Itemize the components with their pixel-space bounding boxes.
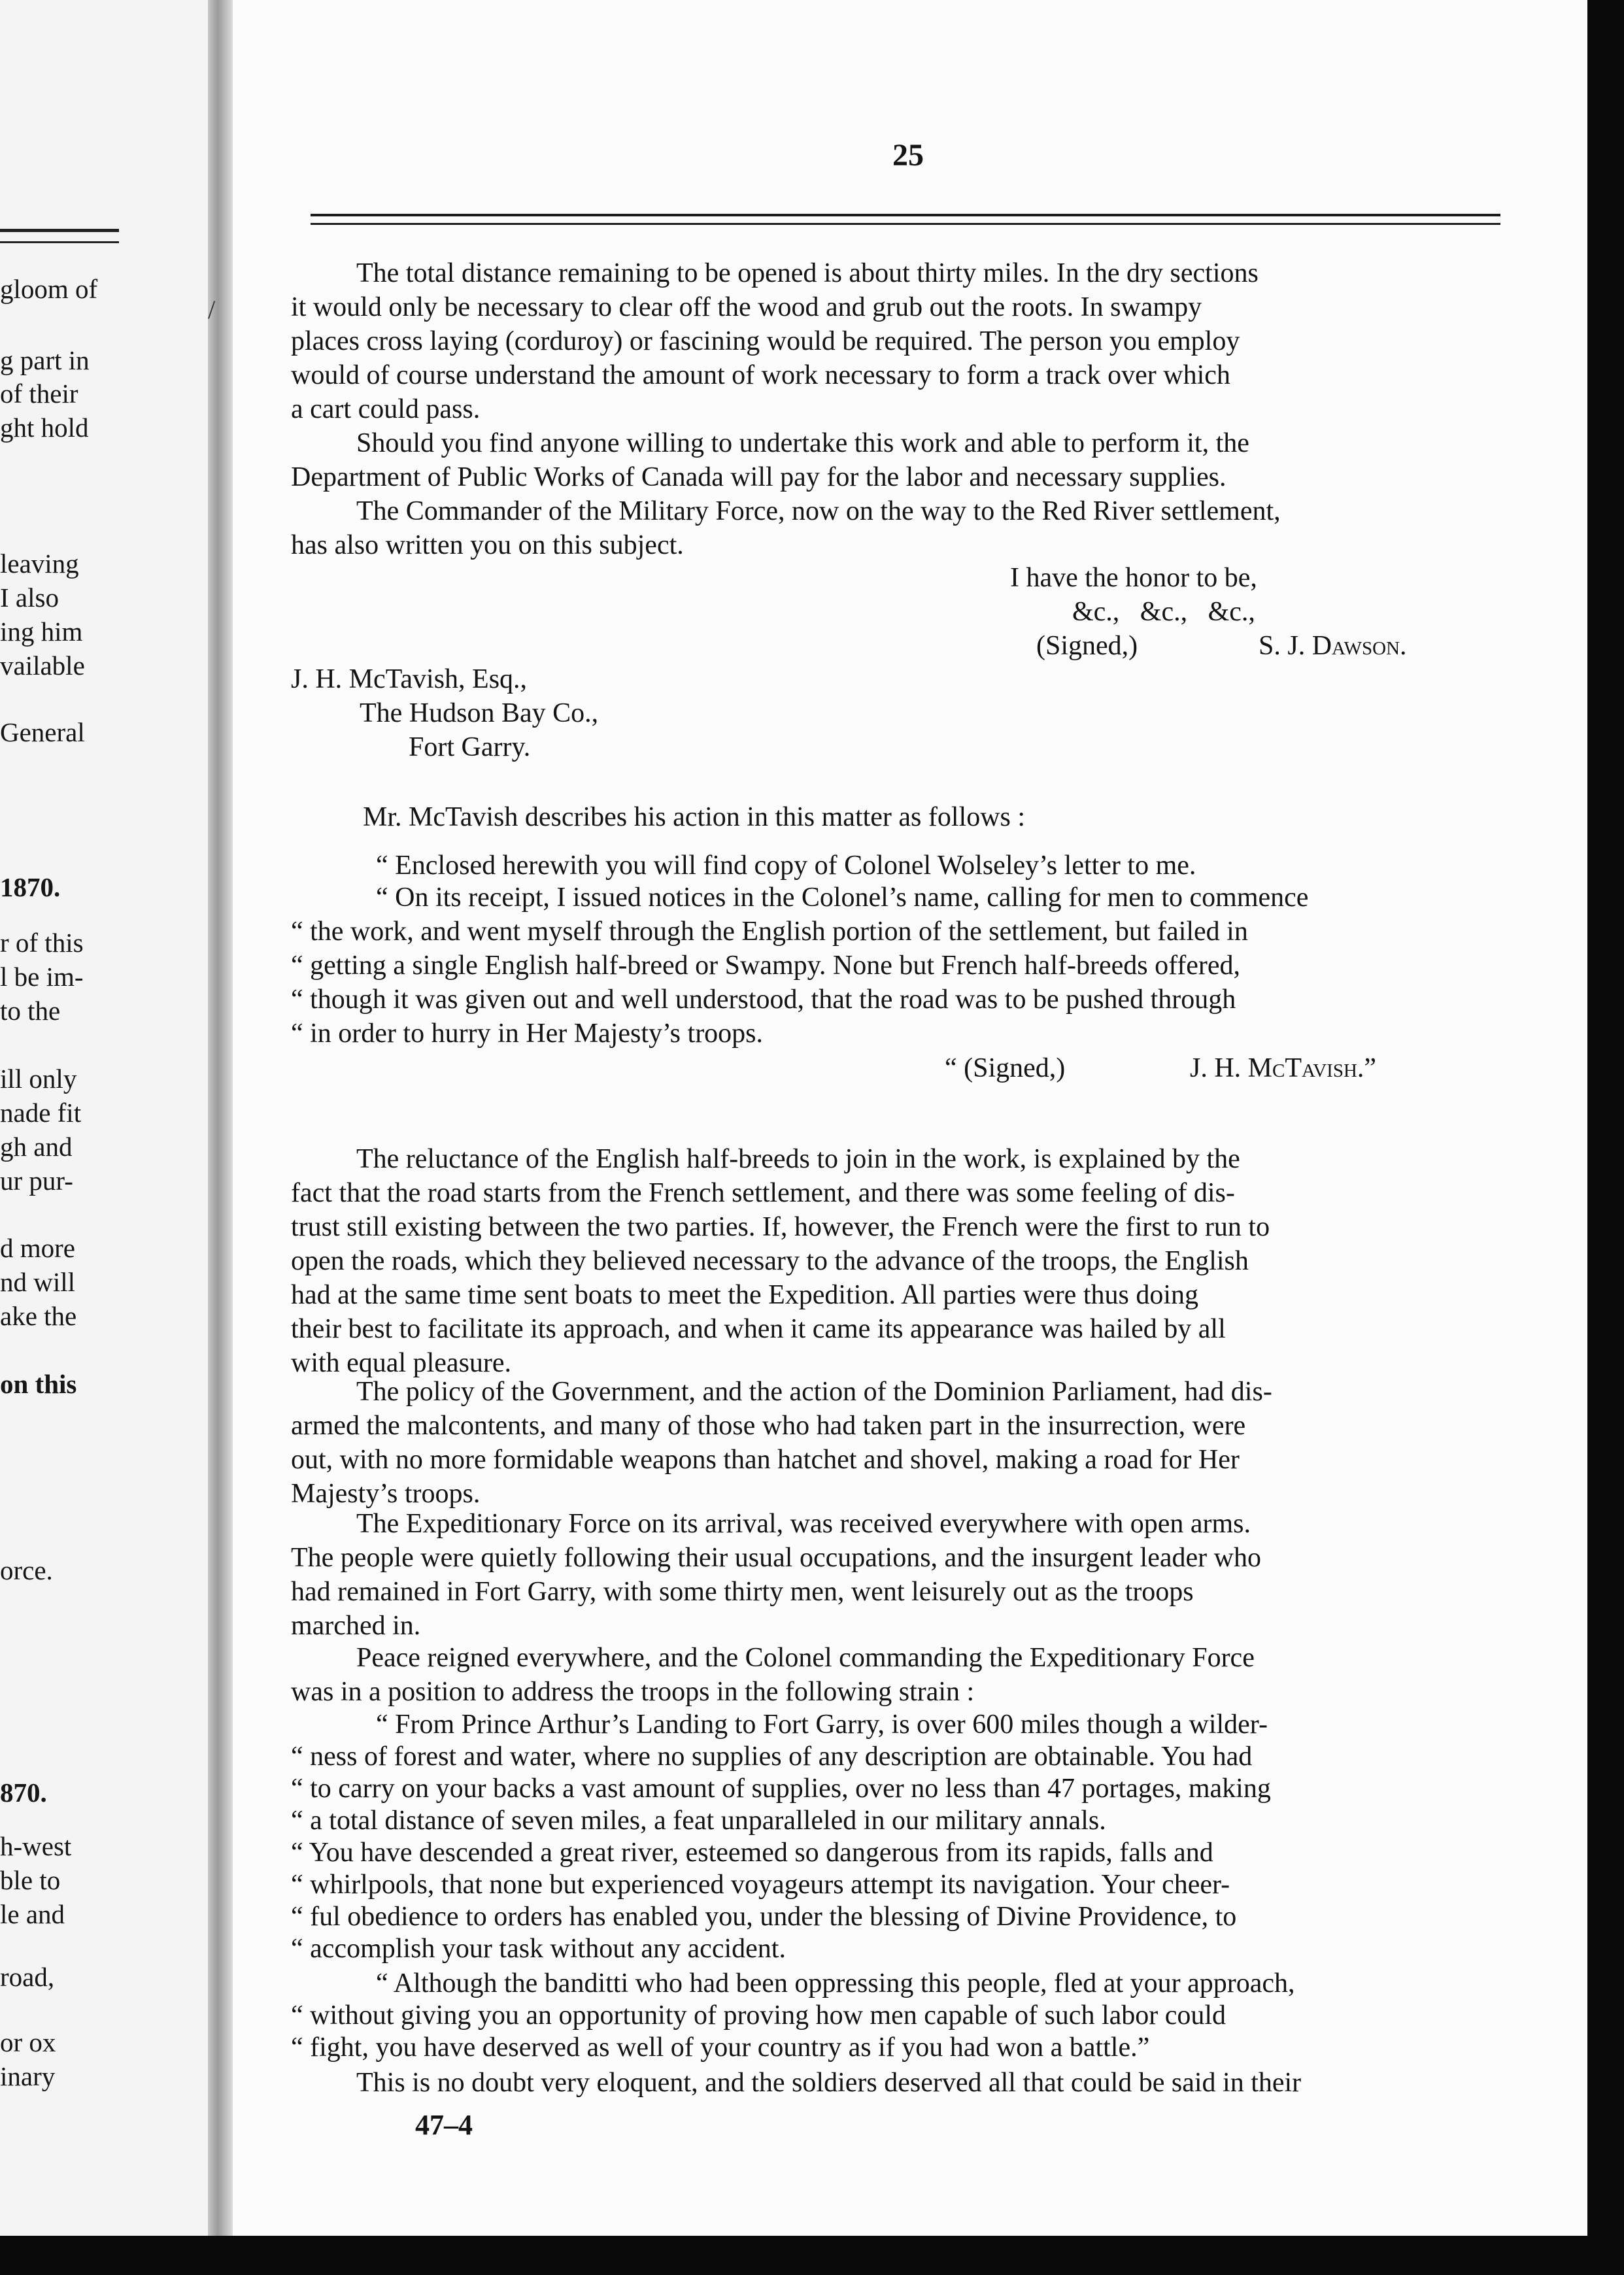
facing-page-rule xyxy=(0,229,119,243)
text-line: “ ful obedience to orders has enabled you, under the blessing of Divine Providence, to xyxy=(291,1902,1237,1932)
mctavish-signed-label: “ (Signed,) xyxy=(945,1053,1066,1083)
facing-page-line: ing him xyxy=(0,616,83,647)
facing-page-fragment xyxy=(0,0,208,2236)
text-line: open the roads, which they believed necessary to the advance of the troops, the English xyxy=(291,1246,1249,1276)
text-line: Department of Public Works of Canada will pay for the labor and necessary supplies. xyxy=(291,462,1226,492)
facing-page-line: 1870. xyxy=(0,872,61,902)
text-line: “ On its receipt, I issued notices in the Colonel’s name, calling for men to commence xyxy=(376,883,1309,913)
mctavish-intro: Mr. McTavish describes his action in this matter as follows : xyxy=(363,802,1026,832)
text-line: would of course understand the amount of work necessary to form a track over which xyxy=(291,360,1230,390)
text-line: “ though it was given out and well understood, that the road was to be pushed through xyxy=(291,985,1236,1015)
paragraph-expedition xyxy=(291,1507,1523,1643)
facing-page-line: le and xyxy=(0,1899,65,1929)
letter-signed-label: (Signed,) xyxy=(1036,631,1138,661)
text-line: places cross laying (corduroy) or fascining would be required. The person you employ xyxy=(291,326,1240,356)
scan-border-bottom xyxy=(0,2236,1624,2275)
text-line: a cart could pass. xyxy=(291,394,481,424)
letter-signer: S. J. Dawson. xyxy=(1259,631,1407,661)
paragraph-peace xyxy=(291,1641,1523,1709)
text-line: with equal pleasure. xyxy=(291,1348,512,1378)
facing-page-line: nd will xyxy=(0,1267,76,1297)
facing-page-line: d more xyxy=(0,1233,75,1263)
text-line: “ the work, and went myself through the English portion of the settlement, but failed in xyxy=(291,917,1248,947)
addressee-line: The Hudson Bay Co., xyxy=(360,698,599,728)
text-line: had remained in Fort Garry, with some thirty men, went leisurely out as the troops xyxy=(291,1577,1194,1607)
facing-page-line: 870. xyxy=(0,1778,47,1808)
text-line: “ From Prince Arthur’s Landing to Fort Garry, is over 600 miles though a wilder- xyxy=(376,1710,1268,1740)
facing-page-line: on this xyxy=(0,1369,77,1399)
facing-page-line: General xyxy=(0,717,85,747)
text-line: “ getting a single English half-breed or Swampy. None but French half-breeds offered, xyxy=(291,951,1241,981)
text-line: Majesty’s troops. xyxy=(291,1479,481,1509)
letter-closing: I have the honor to be, xyxy=(1010,563,1257,593)
facing-page-line: I also xyxy=(0,582,59,613)
scan-border-right xyxy=(1587,0,1624,2275)
facing-page-line: inary xyxy=(0,2061,56,2091)
facing-page-line: gloom of xyxy=(0,274,98,304)
text-line: “ a total distance of seven miles, a feat unparalleled in our military annals. xyxy=(291,1806,1106,1836)
facing-page-line: of their xyxy=(0,379,78,409)
facing-page-line: h-west xyxy=(0,1831,72,1861)
text-line: was in a position to address the troops in the following strain : xyxy=(291,1677,975,1707)
facing-page-line: ill only xyxy=(0,1064,77,1094)
text-line: trust still existing between the two parties. If, however, the French were the first to run to xyxy=(291,1212,1270,1242)
text-line: it would only be necessary to clear off the wood and grub out the roots. In swampy xyxy=(291,292,1202,322)
book-gutter xyxy=(208,0,233,2236)
text-line: has also written you on this subject. xyxy=(291,530,684,560)
facing-page-line: r of this xyxy=(0,928,84,958)
facing-page-line: g part in xyxy=(0,345,90,375)
facing-page-line: l be im- xyxy=(0,962,84,992)
wolseley-quote-2 xyxy=(291,1968,1523,2064)
facing-page-line: nade fit xyxy=(0,1098,82,1128)
signature-mark: 47–4 xyxy=(415,2109,473,2141)
text-line: “ You have descended a great river, esteemed so dangerous from its rapids, falls and xyxy=(291,1838,1213,1868)
facing-page-line: gh and xyxy=(0,1132,73,1162)
text-line: The people were quietly following their usual occupations, and the insurgent leader who xyxy=(291,1543,1261,1573)
facing-page-line: ble to xyxy=(0,1865,61,1895)
text-line: Should you find anyone willing to undertake this work and able to perform it, the xyxy=(356,428,1249,458)
facing-page-line: road, xyxy=(0,1962,55,1992)
mctavish-quote-2 xyxy=(291,881,1523,1051)
text-line: fact that the road starts from the French settlement, and there was some feeling of dis- xyxy=(291,1178,1235,1208)
text-line: “ whirlpools, that none but experienced voyageurs attempt its navigation. Your cheer- xyxy=(291,1870,1230,1900)
text-line: their best to facilitate its approach, and when it came its appearance was hailed by all xyxy=(291,1314,1226,1344)
facing-page-line: ur pur- xyxy=(0,1166,73,1196)
facing-page-line: leaving xyxy=(0,548,79,579)
paragraph-reluctance xyxy=(291,1142,1523,1380)
text-line: marched in. xyxy=(291,1611,421,1641)
text-line: armed the malcontents, and many of those who had taken part in the insurrection, were xyxy=(291,1411,1246,1441)
letter-paragraph-3 xyxy=(291,494,1519,562)
addressee-line: J. H. McTavish, Esq., xyxy=(291,664,528,694)
letter-paragraph-1 xyxy=(291,256,1519,426)
facing-page-line: ght hold xyxy=(0,413,89,443)
text-line: “ ness of forest and water, where no supplies of any description are obtainable. You had xyxy=(291,1742,1253,1772)
text-line: The total distance remaining to be opened is about thirty miles. In the dry sections xyxy=(356,258,1259,288)
paragraph-policy xyxy=(291,1375,1523,1511)
facing-page-line: or ox xyxy=(0,2027,56,2057)
text-line: “ fight, you have deserved as well of your country as if you had won a battle.” xyxy=(291,2032,1150,2063)
addressee-line: Fort Garry. xyxy=(409,732,531,762)
text-line: out, with no more formidable weapons than hatchet and shovel, making a road for Her xyxy=(291,1445,1240,1475)
text-line: The Expeditionary Force on its arrival, was received everywhere with open arms. xyxy=(356,1509,1251,1539)
facing-page-line: to the xyxy=(0,996,61,1026)
text-line: “ Although the banditti who had been oppressing this people, fled at your approach, xyxy=(376,1968,1295,1998)
letter-closing-etc: &c., &c., &c., xyxy=(1072,597,1255,627)
text-line: “ in order to hurry in Her Majesty’s troops. xyxy=(291,1019,764,1049)
paragraph-eloquent xyxy=(291,2066,1523,2100)
page-number: 25 xyxy=(892,138,924,173)
mctavish-signer: J. H. McTavish.” xyxy=(1190,1053,1377,1083)
text-line: had at the same time sent boats to meet the Expedition. All parties were thus doing xyxy=(291,1280,1199,1310)
facing-page-line: orce. xyxy=(0,1555,53,1585)
text-line: “ without giving you an opportunity of proving how men capable of such labor could xyxy=(291,2000,1226,2031)
wolseley-quote-1 xyxy=(291,1709,1523,1965)
text-line: This is no doubt very eloquent, and the soldiers deserved all that could be said in their xyxy=(356,2068,1302,2098)
text-line: “ to carry on your backs a vast amount of supplies, over no less than 47 portages, making xyxy=(291,1774,1271,1804)
text-line: Peace reigned everywhere, and the Colonel commanding the Expeditionary Force xyxy=(356,1643,1255,1673)
text-line: The reluctance of the English half-breeds to join in the work, is explained by the xyxy=(356,1144,1240,1174)
text-line: The Commander of the Military Force, now on the way to the Red River settlement, xyxy=(356,496,1281,526)
text-line: The policy of the Government, and the action of the Dominion Parliament, had dis- xyxy=(356,1377,1272,1407)
mctavish-quote-1: “ Enclosed herewith you will find copy of Colonel Wolseley’s letter to me. xyxy=(376,851,1196,881)
letter-paragraph-2 xyxy=(291,426,1519,494)
facing-page-line: ake the xyxy=(0,1301,77,1331)
header-rule xyxy=(311,214,1500,225)
margin-mark: / xyxy=(208,295,216,324)
facing-page-line: vailable xyxy=(0,650,85,681)
text-line: “ accomplish your task without any accident. xyxy=(291,1934,786,1964)
